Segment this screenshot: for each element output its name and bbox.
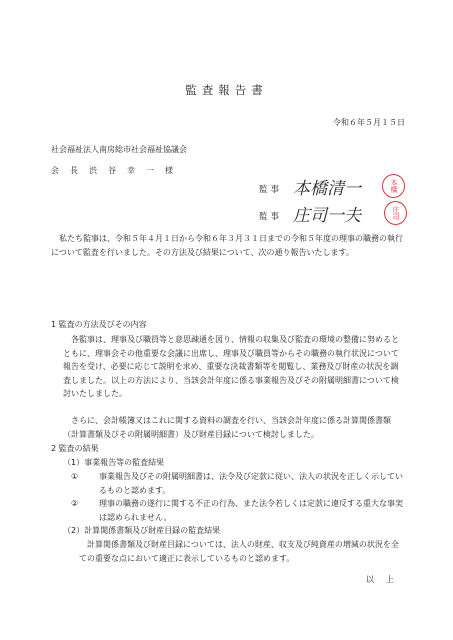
result-item-2-text: 理事の職務の遂行に関する不正の行為、また法令若しくは定款に違反する重大な事実は認められません。 [99, 499, 403, 522]
auditor-1-label: 監事 [259, 185, 283, 195]
section-2-paragraph: 計算関係書類及び財産目録については、法人の財産、収支及び純資産の増減の状況を全ての重要な点において適正に表示しているものと認めます。 [79, 540, 399, 563]
result-item-1-number: ① [71, 472, 79, 481]
addressee-organization: 社会福祉法人南房総市社会福祉協議会 [51, 145, 187, 154]
result-item-1-text: 事業報告及びその附属明細書は、法令及び定款に従い、法人の状況を正しく示しているものと認めます。 [99, 472, 403, 495]
auditor-2-label: 監事 [259, 212, 283, 222]
section-2-sub-2: （2）計算関係書類及び財産目録の監査結果 [63, 526, 221, 535]
section-1-heading: 1 監査の方法及びその内容 [51, 320, 147, 329]
result-item-2-number: ② [71, 499, 79, 508]
section-1-paragraph-2: さらに、会計帳簿又はこれに関する資料の調査を行い、当該会計年度に係る計算関係書類（計算書類及びその附属明細書）及び財産目録について検討しました。 [63, 416, 391, 439]
auditor-2-signature: 庄司一夫 [293, 206, 361, 226]
closing-mark: 以上 [366, 575, 406, 584]
auditor-2-seal: 庄司 [384, 201, 407, 225]
document-title: 監査報告書 [185, 83, 268, 97]
auditor-1-seal: 本橋 [382, 174, 405, 198]
auditor-1-signature: 本橋清一 [293, 179, 361, 199]
addressee-person: 会長渋谷幸一様 [51, 166, 184, 175]
report-date: 令和６年５月１５日 [333, 118, 405, 127]
section-1-paragraph-1: 各監事は、理事及び職員等と意思疎通を図り、情報の収集及び監査の環境の整備に努めるとともに、理事会その他重要な会議に出席し、理事及び職員等からその職務の執行状況について報告を受け、必要に応じて説明を求め、重要な決裁書類等を閲覧し、業務及び財産の状況を調査しました。以上の方法により、当該会計年度に係る事業報告及びその附属明細書について検討いたしました。 [63, 335, 399, 398]
intro-paragraph: 私たち監事は、令和５年４月１日から令和６年３月３１日までの令和５年度の理事の職務の執行について監査を行いました。その方法及び結果について、次の通り報告いたします。 [51, 234, 403, 257]
section-2-heading: 2 監査の結果 [51, 444, 99, 453]
section-2-sub-1: （1）事業報告等の監査結果 [63, 458, 165, 467]
